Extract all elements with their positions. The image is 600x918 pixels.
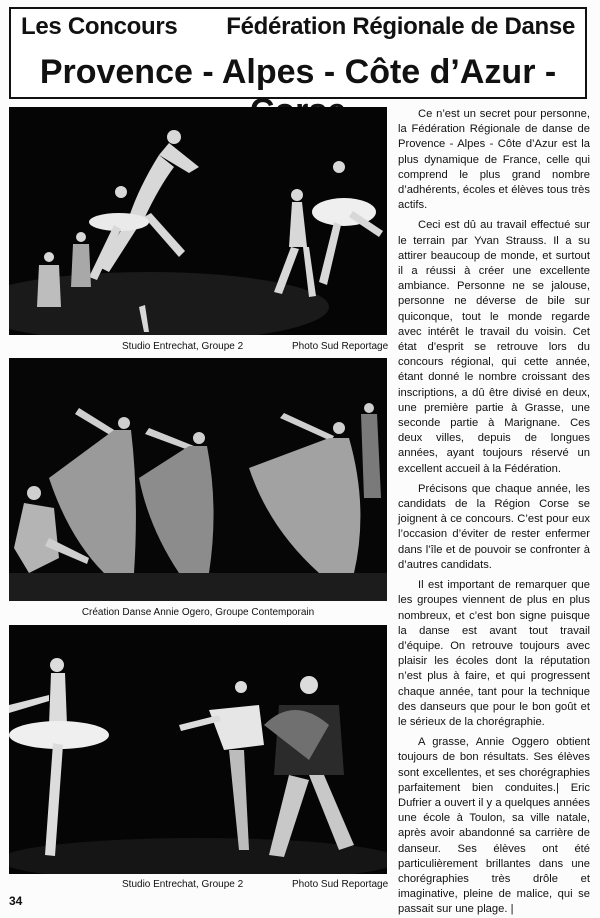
photo-1-credit: Photo Sud Reportage [292, 341, 389, 352]
section-label: Les Concours [21, 13, 178, 40]
federation-label: Fédération Régionale de Danse [226, 13, 575, 40]
photo-3-credit: Photo Sud Reportage [292, 879, 389, 890]
article-paragraph: A grasse, Annie Oggero obtient toujours de bon résultats. Ses élèves sont excellentes, et ses chorégraphies parfaitement bien conduites.| Eric Dufrier a ouvert il y a quelques années une école à Toulon, sa ville natale, après avoir abandonné sa carrière de danseur. Ses élèves ont été particulièrement brillantes dans une chorégraphies très drôle et imaginative, pleine de malice, qui se passait sur une plage. | [398, 736, 590, 916]
article-paragraph: Précisons que chaque année, les candidats de la Région Corse se joignent à ce concours. C’est pour eux l’occasion d’éviter de rester enfermer dans l’île et de pouvoir se confronter à d’autres candidats. [398, 482, 590, 571]
photo-3-caption: Studio Entrechat, Groupe 2 [122, 879, 244, 890]
article-body [398, 107, 590, 916]
dancers-illustration-3 [9, 625, 387, 874]
photo-1-caption: Studio Entrechat, Groupe 2 [122, 341, 244, 352]
dance-photo-1 [9, 107, 387, 335]
dance-photo-2 [9, 358, 387, 601]
article-paragraph: Il est important de remarquer que les groupes viennent de plus en plus nombreux, et c’est bon signe puisque la danse est avant tout travail d’équipe. On retrouve toujours avec plaisir les écoles dont la réputation n’est plus à faire, et qui progressent chaque année, tant pour la technique des danseurs que pour le bon goût et le sérieux de la chorégraphie. [398, 579, 590, 728]
page-header [9, 7, 587, 99]
page-number: 34 [9, 894, 23, 908]
article-paragraph: Ceci est dû au travail effectué sur le terrain par Yvan Strauss. Il a su attirer beaucoup de monde, et surtout il a réussi à créer une excellente ambiance. Personne ne se jalouse, personne ne déverse de bile sur quiconque, tout le monde regarde avec intérêt le travail du voisin. Cet état d’esprit se retrouve lors du concours régional, qui cette année, étant donné le nombre croissant des inscriptions, a dû être divisé en deux, une première partie à Grasse, une seconde partie à Marignane. Ces deux villes, depuis de longues années, ayant toujours réservé un excellent accueil à la Fédération. [398, 219, 590, 475]
page-title: Provence - Alpes - Côte d’Azur - [39, 53, 557, 91]
article-paragraph: Ce n’est un secret pour personne, la Fédération Régionale de danse de Provence - Alpes - Côte d’Azur est la plus dynamique de France, celle qui comprend le plus grand nombre d’adhérents, écoles et élèves tous très actifs. [398, 108, 590, 212]
photo-2-caption: Création Danse Annie Ogero, Groupe Contemporain [81, 607, 315, 618]
dancers-illustration-2 [9, 358, 387, 601]
dancers-illustration-1 [9, 107, 387, 335]
dance-photo-3 [9, 625, 387, 874]
